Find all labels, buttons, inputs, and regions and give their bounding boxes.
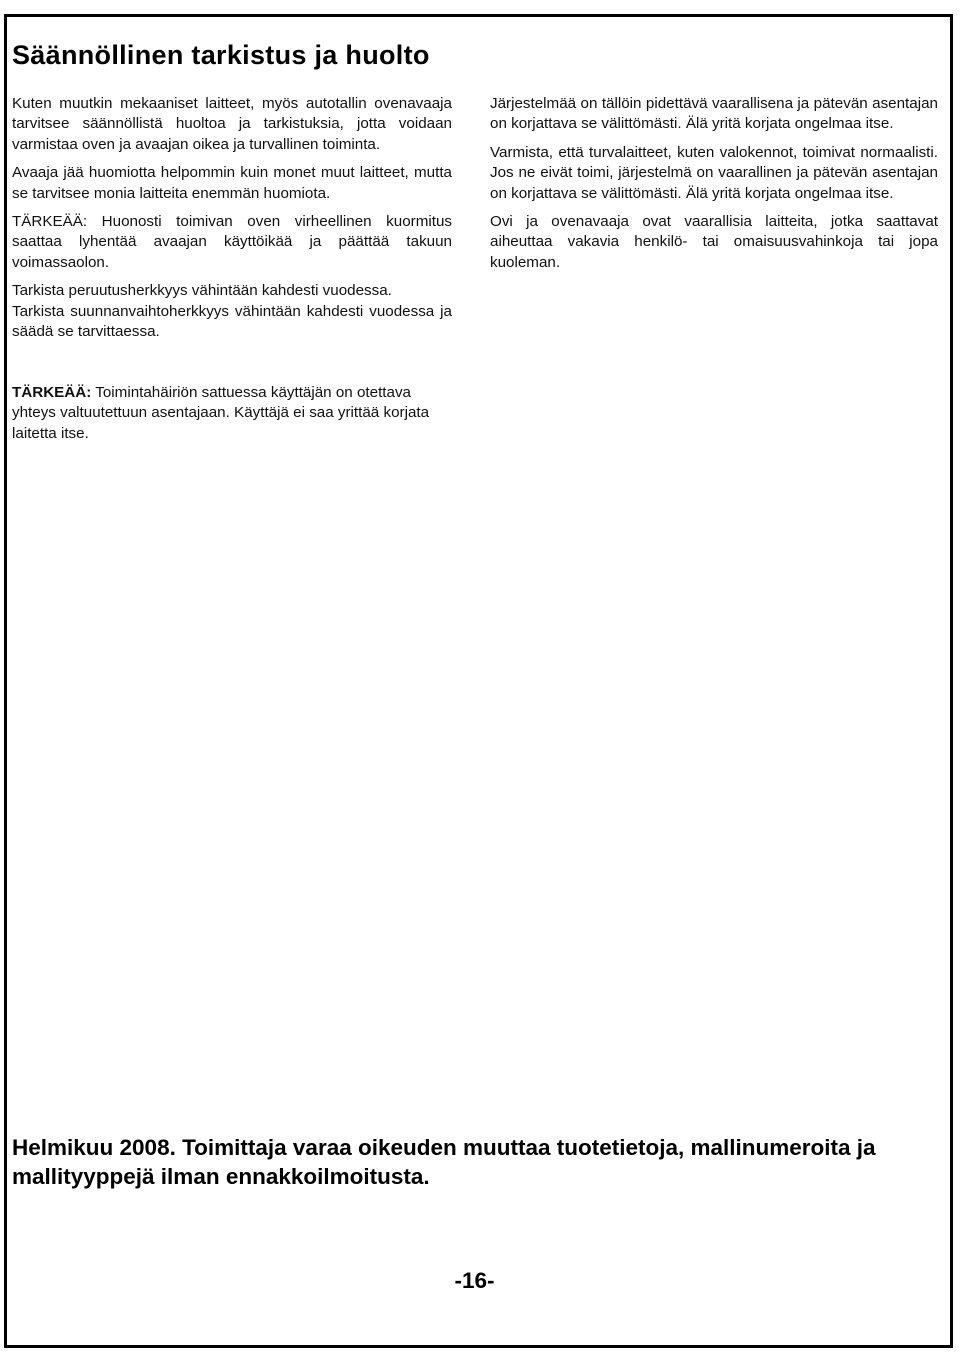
important-notice [12,383,457,444]
page-title: Säännöllinen tarkistus ja huolto [12,40,430,70]
left-column [12,94,452,350]
paragraph-danger-warning: Ovi ja ovenavaaja ovat vaarallisia laitteita, jotka saattavat aiheuttaa vakavia henkilö- tai omaisuusvahinkoja tai jopa kuoleman. [490,213,938,271]
paragraph-dangerous-system: Järjestelmää on tällöin pidettävä vaarallisena ja pätevän asentajan on korjattava se välittömästi. Älä yritä korjata ongelmaa itse. [490,95,938,133]
footer-note: Helmikuu 2008. Toimittaja varaa oikeuden muuttaa tuotetietoja, mallinumeroita ja mallityyppejä ilman ennakkoilmoitusta. [12,1135,876,1189]
right-column [490,94,938,281]
paragraph-attention: Avaaja jää huomiotta helpommin kuin monet muut laitteet, mutta se tarvitsee monia laitteita enemmän huomiota. [12,164,452,202]
paragraph-check-direction: Tarkista suunnanvaihtoherkkyys vähintään kahdesti vuodessa ja säädä se tarvittaessa. [12,302,452,341]
paragraph-check-reverse: Tarkista peruutusherkkyys vähintään kahdesti vuodessa. [12,282,392,300]
paragraph-intro: Kuten muutkin mekaaniset laitteet, myös autotallin ovenavaaja tarvitsee säännöllistä huoltoa ja tarkistuksia, jotta voidaan varmistaa oven ja avaajan oikea ja turvallinen toiminta. [12,95,452,153]
notice-text: Toimintahäiriön sattuessa käyttäjän on otettava yhteys valtuutettuun asentajaan. Käyttäjä ei saa yrittää korjata laitetta itse. [12,384,430,442]
paragraph-important-load: TÄRKEÄÄ: Huonosti toimivan oven virheellinen kuormitus saattaa lyhentää avaajan käyttöikää ja päättää takuun voimassaolon. [12,213,452,271]
paragraph-safety-devices: Varmista, että turvalaitteet, kuten valokennot, toimivat normaalisti. Jos ne eivät toimi, järjestelmä on vaarallinen ja pätevän asentajan on korjattava se välittömästi. Älä yritä korjata ongelmaa itse. [490,143,938,202]
page-number: -16- [454,1268,495,1293]
notice-label: TÄRKEÄÄ: [12,384,92,401]
